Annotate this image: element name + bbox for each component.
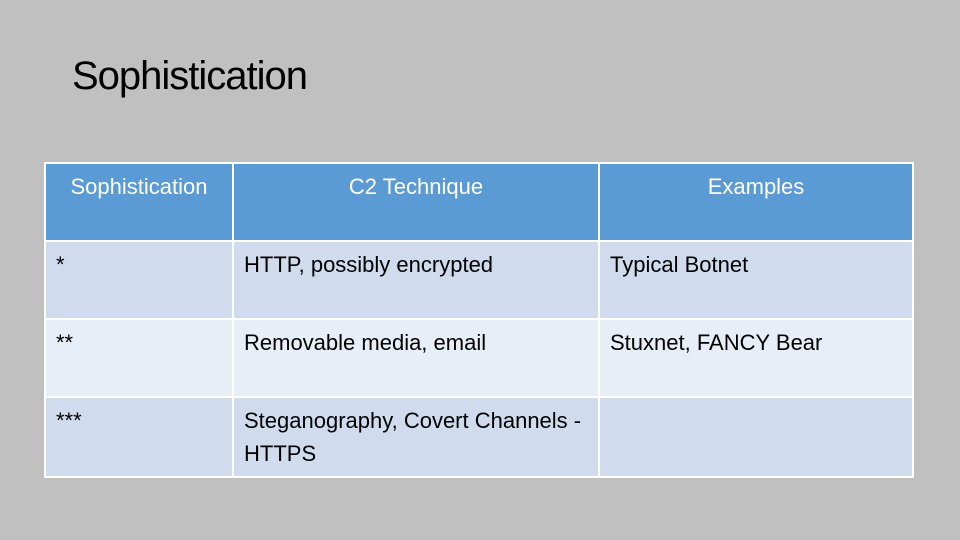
table-row [45, 397, 913, 477]
cell-sophistication: *** [45, 397, 233, 477]
header-examples: Examples [599, 163, 913, 241]
cell-examples [599, 397, 913, 477]
table-row [45, 319, 913, 397]
c2-technique-table [44, 162, 914, 478]
header-c2-technique: C2 Technique [233, 163, 599, 241]
cell-examples: Typical Botnet [599, 241, 913, 319]
cell-sophistication: * [45, 241, 233, 319]
cell-c2-technique: HTTP, possibly encrypted [233, 241, 599, 319]
cell-c2-technique: Steganography, Covert Channels - HTTPS [233, 397, 599, 477]
cell-sophistication: ** [45, 319, 233, 397]
header-sophistication: Sophistication [45, 163, 233, 241]
cell-c2-technique: Removable media, email [233, 319, 599, 397]
c2-table-container [44, 162, 912, 478]
cell-examples: Stuxnet, FANCY Bear [599, 319, 913, 397]
table-header-row [45, 163, 913, 241]
slide-title: Sophistication [72, 54, 308, 98]
table-row [45, 241, 913, 319]
